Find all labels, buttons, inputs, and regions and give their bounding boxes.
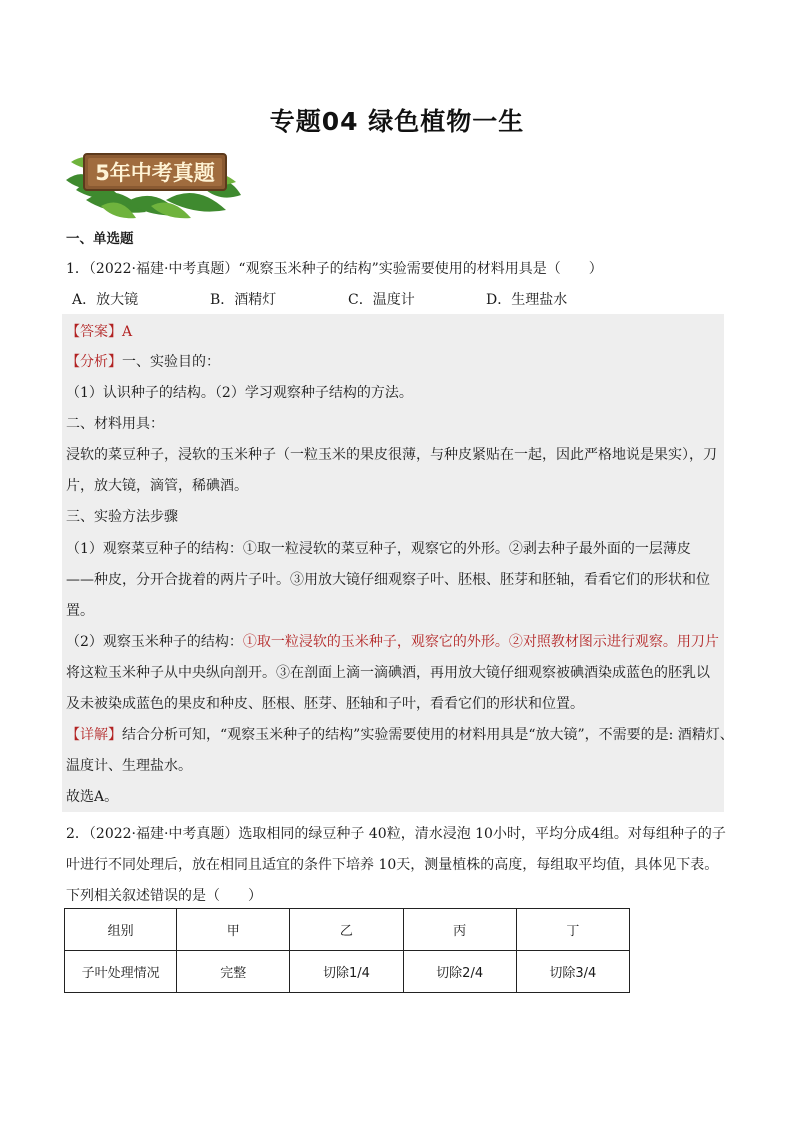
table-header-cell: 组别 [65,909,177,951]
section-heading: 一、单选题 [66,231,134,247]
analysis-text: 三、实验方法步骤 [66,509,178,525]
page-title: 专题04 绿色植物一生 [269,107,525,136]
detail-text: 结合分析可知，“观察玉米种子的结构”实验需要使用的材料用具是“放大镜”，不需要的是: 酒精灯、 [122,727,734,743]
analysis-line [66,352,220,372]
option-c: C．温度计 [348,292,415,308]
analysis-text: 片，放大镜，滴管，稀碘酒。 [66,478,248,494]
option-a: A．放大镜 [72,292,139,308]
table-header-cell: 乙 [290,909,403,951]
table-header-cell: 甲 [177,909,290,951]
analysis-text: ——种皮，分开合拢着的两片子叶。③用放大镜仔细观察子叶、胚根、胚芽和胚轴，看看它们的形状和位 [66,572,710,588]
answer-line [66,322,132,342]
section-badge [66,140,244,220]
analysis-text: 一、实验目的： [122,354,220,370]
table-row [65,951,630,993]
analysis-text: 及未被染成蓝色的果皮和种皮、胚根、胚芽、胚轴和子叶，看看它们的形状和位置。 [66,696,584,712]
analysis-text: 二、材料用具： [66,416,164,432]
table-header-row [65,909,630,951]
analysis-text-highlight: ①取一粒浸软的玉米种子，观察它的外形。②对照教材图示进行观察。用刀片 [242,634,719,650]
question-2-line: 2．（2022·福建·中考真题）选取相同的绿豆种子 40粒，清水浸泡 10小时，平均分成4组。对每组种子的子 [66,826,726,842]
data-table [64,908,630,993]
badge-text: 5年中考真题 [95,161,215,185]
conclusion-text: 故选A。 [66,789,119,805]
option-d: D．生理盐水 [486,292,568,308]
analysis-tag: 【分析】 [66,354,122,370]
table-cell: 完整 [177,951,290,993]
analysis-text: 浸软的菜豆种子，浸软的玉米种子（一粒玉米的果皮很薄，与种皮紧贴在一起，因此严格地说是果实），刀 [66,447,717,463]
option-b: B．酒精灯 [210,292,277,308]
leaf-badge-icon [66,140,244,220]
analysis-text: 置。 [66,603,94,619]
detail-line [66,725,734,745]
table-cell: 切除1/4 [290,951,403,993]
question-2-line: 下列相关叙述错误的是（ ） [66,888,262,904]
table-cell: 切除3/4 [516,951,629,993]
analysis-text: 将这粒玉米种子从中央纵向剖开。③在剖面上滴一滴碘酒，再用放大镜仔细观察被碘酒染成蓝色的胚乳以 [66,665,710,681]
question-2-line: 叶进行不同处理后，放在相同且适宜的条件下培养 10天，测量植株的高度，每组取平均值，具体见下表。 [66,857,719,873]
table-cell: 切除2/4 [403,951,516,993]
analysis-text: （1）认识种子的结构。（2）学习观察种子结构的方法。 [66,385,413,401]
question-2-stem [66,819,734,912]
detail-tag: 【详解】 [66,727,122,743]
question-1-stem: 1．（2022·福建·中考真题）“观察玉米种子的结构”实验需要使用的材料用具是（ ） [66,261,603,277]
answer-tag: 【答案】 [66,324,122,340]
analysis-text: （2）观察玉米种子的结构： [66,634,243,650]
table-cell: 子叶处理情况 [65,951,177,993]
detail-text: 温度计、生理盐水。 [66,758,192,774]
analysis-line [66,632,719,652]
answer-value: A [122,324,133,340]
answer-explanation-box [62,314,734,812]
analysis-text: （1）观察菜豆种子的结构：①取一粒浸软的菜豆种子，观察它的外形。②剥去种子最外面的一层薄皮 [66,541,691,557]
table-header-cell: 丁 [516,909,629,951]
table-header-cell: 丙 [403,909,516,951]
